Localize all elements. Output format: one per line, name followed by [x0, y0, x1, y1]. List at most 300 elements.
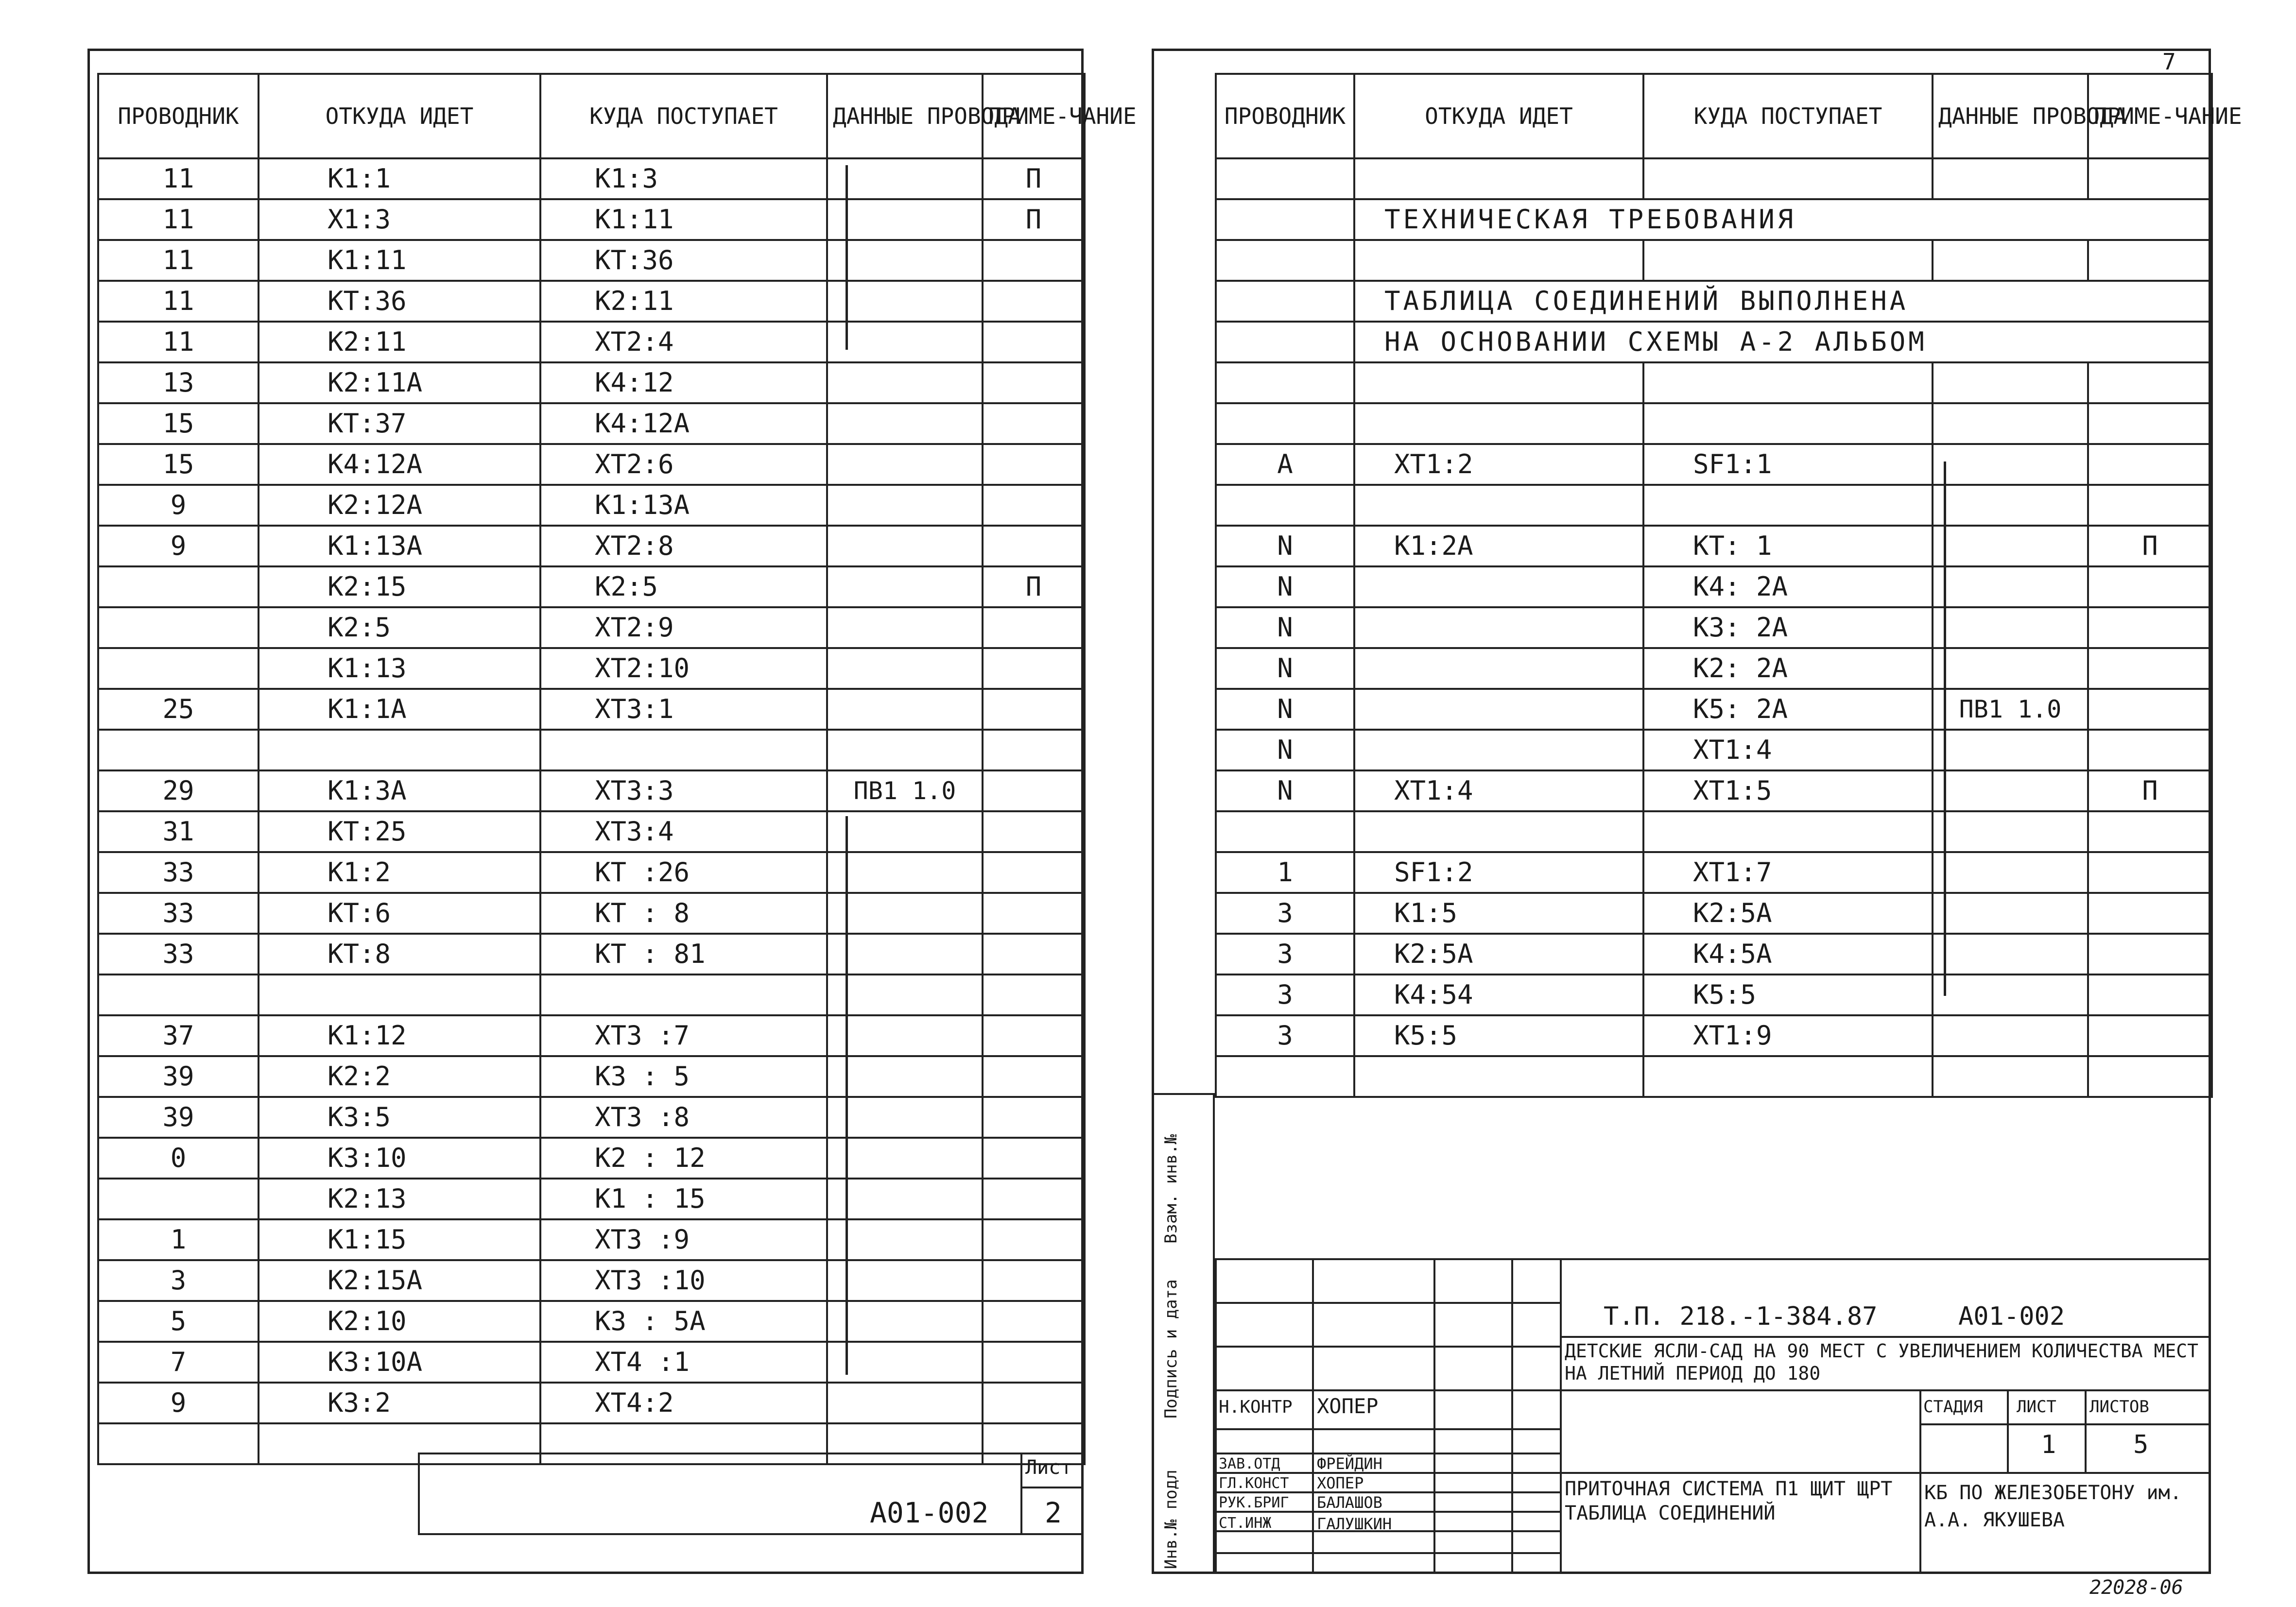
- side-label-vzam-inv: Взам. инв.№: [1161, 1134, 1181, 1244]
- table-row: [98, 852, 1085, 893]
- cell-wire-data: ПВ1 1.0: [1933, 689, 2088, 730]
- table-row: [1216, 240, 2212, 281]
- cell-to: ХТ3 :9: [540, 1219, 827, 1260]
- table-row: [1216, 1015, 2212, 1056]
- cell-conductor: [98, 607, 259, 648]
- cell-note: [983, 444, 1085, 485]
- cell-note: П: [983, 566, 1085, 607]
- cell-wire-data: [1933, 444, 2088, 485]
- cell-to: К5:5: [1643, 974, 1933, 1015]
- cell-note: [983, 1179, 1085, 1219]
- cell-conductor: 7: [98, 1342, 259, 1383]
- cell-from: К5:5: [1354, 1015, 1643, 1056]
- cell-note: [983, 852, 1085, 893]
- cell-from: К1:12: [259, 1015, 540, 1056]
- table-row: [98, 1015, 1085, 1056]
- cell-note: [983, 770, 1085, 811]
- cell-to: ХТ3 :10: [540, 1260, 827, 1301]
- left-stamp-sheet-label: Лист: [1025, 1456, 1072, 1479]
- cell-note: [983, 1219, 1085, 1260]
- cell-conductor: [1216, 1056, 1354, 1097]
- cell-wire-data: [827, 403, 983, 444]
- table-row: [98, 158, 1085, 199]
- cell-to: К3 : 5: [540, 1056, 827, 1097]
- cell-wire-data: [1933, 770, 2088, 811]
- cell-conductor: 5: [98, 1301, 259, 1342]
- cell-to: К5: 2А: [1643, 689, 1933, 730]
- cell-wire-data: [1933, 607, 2088, 648]
- cell-note: [983, 526, 1085, 566]
- cell-to: [1643, 485, 1933, 526]
- cell-wire-data: [827, 240, 983, 281]
- cell-from: К1:15: [259, 1219, 540, 1260]
- title-doc-number: Т.П. 218.-1-384.87: [1604, 1302, 1878, 1331]
- cell-to: [540, 974, 827, 1015]
- cell-wire-data: [827, 1342, 983, 1383]
- cell-from: [259, 730, 540, 770]
- header-conductor: ПРОВОДНИК: [98, 74, 259, 158]
- cell-wire-data: [1933, 526, 2088, 566]
- cell-wire-data: [1933, 811, 2088, 852]
- right-connection-table: [1215, 73, 2242, 1098]
- cell-note: [983, 974, 1085, 1015]
- cell-to: КТ: 1: [1643, 526, 1933, 566]
- cell-from: К3:10А: [259, 1342, 540, 1383]
- table-row: [1216, 974, 2212, 1015]
- cell-wire-data: [827, 852, 983, 893]
- table-row: [98, 566, 1085, 607]
- cell-wire-data: [827, 281, 983, 322]
- cell-to: К1:3: [540, 158, 827, 199]
- cell-from: К1:2А: [1354, 526, 1643, 566]
- role-zav-otd: ЗАВ.ОТД: [1219, 1455, 1280, 1472]
- sheets-label: ЛИСТОВ: [2089, 1397, 2149, 1417]
- cell-note: [983, 1015, 1085, 1056]
- table-row: [98, 934, 1085, 974]
- right-brace: [1944, 462, 1946, 996]
- cell-to: ХТ3:4: [540, 811, 827, 852]
- cell-conductor: 9: [98, 526, 259, 566]
- cell-note: [2088, 485, 2212, 526]
- cell-to: ХТ1:9: [1643, 1015, 1933, 1056]
- cell-wire-data: [827, 974, 983, 1015]
- table-row: [98, 1260, 1085, 1301]
- cell-from: [1354, 403, 1643, 444]
- cell-note: [2088, 852, 2212, 893]
- table-row: [1216, 607, 2212, 648]
- cell-wire-data: [827, 485, 983, 526]
- cell-to: К2 : 12: [540, 1138, 827, 1179]
- cell-wire-data: [827, 730, 983, 770]
- side-label-inv-podl: Инв.№ подл: [1161, 1470, 1181, 1569]
- cell-from: К2:15: [259, 566, 540, 607]
- cell-note: [983, 730, 1085, 770]
- cell-conductor: А: [1216, 444, 1354, 485]
- cell-from: [259, 974, 540, 1015]
- cell-conductor: 0: [98, 1138, 259, 1179]
- cell-to: К4:12: [540, 362, 827, 403]
- cell-from: [1354, 648, 1643, 689]
- header-conductor: ПРОВОДНИК: [1216, 74, 1354, 158]
- org-name: КБ ПО ЖЕЛЕЗОБЕТОНУ им. А.А. ЯКУШЕВА: [1924, 1482, 2182, 1531]
- name-n-kontr: ХОПЕР: [1317, 1394, 1379, 1418]
- header-to: КУДА ПОСТУПАЕТ: [540, 74, 827, 158]
- cell-from: [1354, 485, 1643, 526]
- name-st-inzh: ГАЛУШКИН: [1317, 1515, 1392, 1533]
- cell-conductor: 15: [98, 403, 259, 444]
- cell-to: КТ : 81: [540, 934, 827, 974]
- cell-from: К2:13: [259, 1179, 540, 1219]
- cell-conductor: 39: [98, 1097, 259, 1138]
- table-row: [98, 770, 1085, 811]
- table-row: [1216, 811, 2212, 852]
- cell-to: ХТ3 :8: [540, 1097, 827, 1138]
- cell-from: К1:5: [1354, 893, 1643, 934]
- cell-to: К2:5: [540, 566, 827, 607]
- cell-note: [2088, 607, 2212, 648]
- cell-wire-data: [827, 1179, 983, 1219]
- cell-to: К3: 2А: [1643, 607, 1933, 648]
- cell-to: ХТ4:2: [540, 1383, 827, 1423]
- cell-from: К2:5А: [1354, 934, 1643, 974]
- cell-from: К1:1А: [259, 689, 540, 730]
- cell-from: К1:3А: [259, 770, 540, 811]
- table-row: [98, 730, 1085, 770]
- table-row: [98, 1138, 1085, 1179]
- cell-note: [2088, 974, 2212, 1015]
- cell-to: [1643, 403, 1933, 444]
- sheet-number: 1: [2041, 1430, 2056, 1459]
- cell-to: К1:11: [540, 199, 827, 240]
- cell-wire-data: [827, 1301, 983, 1342]
- cell-to: КТ : 8: [540, 893, 827, 934]
- sheet-label: ЛИСТ: [2017, 1397, 2056, 1417]
- cell-note: [983, 689, 1085, 730]
- cell-to: КТ:36: [540, 240, 827, 281]
- cell-from: [1354, 689, 1643, 730]
- table-row: [1216, 199, 2212, 240]
- cell-from: [1354, 730, 1643, 770]
- cell-wire-data: [1933, 403, 2088, 444]
- cell-to: [1643, 158, 1933, 199]
- table-row: [98, 1097, 1085, 1138]
- cell-conductor: 3: [1216, 1015, 1354, 1056]
- cell-wire-data: [1933, 1056, 2088, 1097]
- cell-note: [2088, 730, 2212, 770]
- cell-note: [983, 1260, 1085, 1301]
- cell-to: ХТ2:10: [540, 648, 827, 689]
- cell-note: [983, 362, 1085, 403]
- cell-note: П: [2088, 526, 2212, 566]
- table-row: [98, 362, 1085, 403]
- table-row: [98, 1179, 1085, 1219]
- cell-note: [983, 607, 1085, 648]
- cell-conductor: 3: [1216, 934, 1354, 974]
- table-row: [98, 1301, 1085, 1342]
- cell-note: [983, 811, 1085, 852]
- cell-from: [1354, 566, 1643, 607]
- role-gl-konst: ГЛ.КОНСТ: [1219, 1475, 1289, 1492]
- cell-wire-data: [1933, 1015, 2088, 1056]
- table-row: [98, 811, 1085, 852]
- title-code: А01-002: [1958, 1302, 2065, 1331]
- cell-from: К1:2: [259, 852, 540, 893]
- cell-conductor: N: [1216, 566, 1354, 607]
- cell-conductor: [98, 1423, 259, 1464]
- cell-conductor: 13: [98, 362, 259, 403]
- table-row: [98, 1056, 1085, 1097]
- role-n-kontr: Н.КОНТР: [1219, 1397, 1293, 1417]
- table-row: [98, 281, 1085, 322]
- table-row: [1216, 281, 2212, 322]
- table-row: [1216, 485, 2212, 526]
- cell-wire-data: [827, 893, 983, 934]
- cell-wire-data: [1933, 362, 2088, 403]
- cell-to: ХТ3 :7: [540, 1015, 827, 1056]
- cell-conductor: [98, 1179, 259, 1219]
- cell-wire-data: [827, 362, 983, 403]
- cell-note: П: [2088, 770, 2212, 811]
- cell-note: [983, 485, 1085, 526]
- cell-wire-data: [827, 1219, 983, 1260]
- cell-from: [1354, 362, 1643, 403]
- table-row: [98, 485, 1085, 526]
- table-row: [98, 240, 1085, 281]
- cell-wire-data: [827, 689, 983, 730]
- table-row: [98, 1342, 1085, 1383]
- cell-note: [2088, 403, 2212, 444]
- table-row: [1216, 1056, 2212, 1097]
- cell-to: К1:13А: [540, 485, 827, 526]
- cell-from: К4:54: [1354, 974, 1643, 1015]
- name-gl-konst: ХОПЕР: [1317, 1474, 1364, 1492]
- cell-wire-data: [827, 158, 983, 199]
- cell-conductor: 11: [98, 158, 259, 199]
- cell-note: [983, 403, 1085, 444]
- cell-to: [1643, 362, 1933, 403]
- cell-from: [1354, 158, 1643, 199]
- cell-from: К3:5: [259, 1097, 540, 1138]
- cell-note: [983, 934, 1085, 974]
- cell-from: ХТ1:2: [1354, 444, 1643, 485]
- page-number: 7: [2162, 49, 2176, 75]
- cell-conductor: [1216, 811, 1354, 852]
- cell-from: К2:10: [259, 1301, 540, 1342]
- cell-note: П: [983, 199, 1085, 240]
- cell-wire-data: [827, 934, 983, 974]
- left-table-header: [98, 74, 1085, 158]
- header-note: ПРИМЕ-ЧАНИЕ: [2088, 74, 2212, 158]
- cell-wire-data: [1933, 485, 2088, 526]
- cell-to: ХТ1:5: [1643, 770, 1933, 811]
- cell-note: [2088, 362, 2212, 403]
- cell-wire-data: [827, 199, 983, 240]
- cell-to: К1 : 15: [540, 1179, 827, 1219]
- cell-from: КТ:36: [259, 281, 540, 322]
- cell-from: ХТ1:4: [1354, 770, 1643, 811]
- header-wire-data: ДАННЫЕ ПРОВОДА: [827, 74, 983, 158]
- technical-note: НА ОСНОВАНИИ СХЕМЫ А-2 АЛЬБОМ: [1354, 322, 2212, 362]
- cell-to: К4: 2А: [1643, 566, 1933, 607]
- table-row: [1216, 770, 2212, 811]
- cell-wire-data: [827, 811, 983, 852]
- header-wire-data: ДАННЫЕ ПРОВОДА: [1933, 74, 2088, 158]
- cell-note: [2088, 811, 2212, 852]
- cell-wire-data: [827, 444, 983, 485]
- header-note: ПРИМЕ-ЧАНИЕ: [983, 74, 1085, 158]
- cell-conductor: N: [1216, 526, 1354, 566]
- sheet-title: ПРИТОЧНАЯ СИСТЕМА П1 ЩИТ ЩРТ ТАБЛИЦА СОЕДИНЕНИЙ: [1565, 1478, 1893, 1524]
- cell-note: [983, 1301, 1085, 1342]
- cell-to: SF1:1: [1643, 444, 1933, 485]
- header-from: ОТКУДА ИДЕТ: [1354, 74, 1643, 158]
- cell-conductor: 1: [98, 1219, 259, 1260]
- cell-conductor: [1216, 240, 1354, 281]
- cell-note: [983, 1342, 1085, 1383]
- cell-conductor: [1216, 322, 1354, 362]
- cell-note: [2088, 1015, 2212, 1056]
- cell-from: КТ:8: [259, 934, 540, 974]
- cell-conductor: 39: [98, 1056, 259, 1097]
- table-row: [1216, 526, 2212, 566]
- cell-conductor: 25: [98, 689, 259, 730]
- cell-to: ХТ1:4: [1643, 730, 1933, 770]
- table-row: [98, 322, 1085, 362]
- cell-conductor: 11: [98, 281, 259, 322]
- cell-from: К2:12А: [259, 485, 540, 526]
- cell-to: К2:11: [540, 281, 827, 322]
- cell-conductor: [1216, 403, 1354, 444]
- table-row: [1216, 689, 2212, 730]
- cell-note: [983, 1138, 1085, 1179]
- role-ruk-brig: РУК.БРИГ: [1219, 1494, 1289, 1511]
- cell-conductor: 31: [98, 811, 259, 852]
- cell-conductor: [1216, 362, 1354, 403]
- cell-note: [2088, 1056, 2212, 1097]
- right-table-header: [1216, 74, 2212, 158]
- cell-note: П: [983, 158, 1085, 199]
- left-stamp-code: А01-002: [870, 1496, 989, 1529]
- cell-to: ХТ4 :1: [540, 1342, 827, 1383]
- cell-from: К4:12А: [259, 444, 540, 485]
- cell-from: КТ:25: [259, 811, 540, 852]
- cell-from: [1354, 240, 1643, 281]
- cell-wire-data: [827, 1056, 983, 1097]
- cell-from: К2:2: [259, 1056, 540, 1097]
- side-label-signature-date: Подпись и дата: [1161, 1279, 1181, 1419]
- cell-wire-data: [827, 1138, 983, 1179]
- cell-from: К2:15А: [259, 1260, 540, 1301]
- cell-note: [983, 240, 1085, 281]
- cell-from: КТ:6: [259, 893, 540, 934]
- table-row: [1216, 852, 2212, 893]
- cell-wire-data: [827, 1015, 983, 1056]
- table-row: [1216, 158, 2212, 199]
- cell-conductor: [98, 730, 259, 770]
- cell-conductor: [1216, 281, 1354, 322]
- stage-label: СТАДИЯ: [1923, 1397, 1983, 1417]
- table-row: [98, 974, 1085, 1015]
- cell-conductor: 9: [98, 1383, 259, 1423]
- cell-conductor: [1216, 485, 1354, 526]
- cell-from: [1354, 1056, 1643, 1097]
- name-zav-otd: ФРЕЙДИН: [1317, 1454, 1382, 1473]
- cell-wire-data: [827, 322, 983, 362]
- cell-from: К1:13А: [259, 526, 540, 566]
- cell-conductor: [98, 566, 259, 607]
- cell-conductor: N: [1216, 770, 1354, 811]
- cell-from: К1:1: [259, 158, 540, 199]
- cell-conductor: 15: [98, 444, 259, 485]
- cell-from: К2:5: [259, 607, 540, 648]
- cell-conductor: 11: [98, 240, 259, 281]
- table-row: [1216, 444, 2212, 485]
- cell-conductor: [98, 974, 259, 1015]
- cell-from: К3:2: [259, 1383, 540, 1423]
- cell-conductor: 29: [98, 770, 259, 811]
- left-connection-table: [97, 73, 1137, 1465]
- name-ruk-brig: БАЛАШОВ: [1317, 1493, 1382, 1512]
- table-row: [98, 444, 1085, 485]
- cell-from: Х1:3: [259, 199, 540, 240]
- cell-conductor: N: [1216, 607, 1354, 648]
- cell-to: [1643, 1056, 1933, 1097]
- cell-to: [1643, 240, 1933, 281]
- cell-note: [983, 648, 1085, 689]
- cell-conductor: 37: [98, 1015, 259, 1056]
- cell-to: К2:5А: [1643, 893, 1933, 934]
- cell-wire-data: [1933, 730, 2088, 770]
- cell-wire-data: [827, 607, 983, 648]
- cell-conductor: N: [1216, 730, 1354, 770]
- cell-note: [2088, 689, 2212, 730]
- table-row: [1216, 893, 2212, 934]
- cell-note: [2088, 893, 2212, 934]
- cell-from: К2:11: [259, 322, 540, 362]
- cell-wire-data: [1933, 852, 2088, 893]
- cell-note: [983, 893, 1085, 934]
- header-from: ОТКУДА ИДЕТ: [259, 74, 540, 158]
- cell-wire-data: [827, 1097, 983, 1138]
- cell-to: КТ :26: [540, 852, 827, 893]
- cell-note: [2088, 566, 2212, 607]
- cell-conductor: [1216, 158, 1354, 199]
- cell-wire-data: [1933, 158, 2088, 199]
- cell-note: [2088, 444, 2212, 485]
- technical-note: ТЕХНИЧЕСКАЯ ТРЕБОВАНИЯ: [1354, 199, 2212, 240]
- footer-number: 22028-06: [2089, 1576, 2183, 1599]
- cell-wire-data: [827, 566, 983, 607]
- cell-note: [983, 1056, 1085, 1097]
- cell-to: К4:12А: [540, 403, 827, 444]
- cell-wire-data: [827, 1260, 983, 1301]
- table-row: [98, 526, 1085, 566]
- title-project: ДЕТСКИЕ ЯСЛИ-САД НА 90 МЕСТ С УВЕЛИЧЕНИЕМ КОЛИЧЕСТВА МЕСТ НА ЛЕТНИЙ ПЕРИОД ДО 180: [1565, 1340, 2199, 1384]
- cell-conductor: N: [1216, 648, 1354, 689]
- cell-to: К2: 2А: [1643, 648, 1933, 689]
- cell-conductor: 3: [98, 1260, 259, 1301]
- cell-conductor: 33: [98, 852, 259, 893]
- cell-to: [540, 730, 827, 770]
- cell-note: [2088, 240, 2212, 281]
- table-row: [98, 199, 1085, 240]
- table-row: [1216, 730, 2212, 770]
- cell-wire-data: [1933, 240, 2088, 281]
- cell-conductor: 11: [98, 199, 259, 240]
- cell-wire-data: [1933, 648, 2088, 689]
- left-brace-bottom: [846, 816, 848, 1375]
- role-st-inzh: СТ.ИНЖ: [1219, 1515, 1272, 1532]
